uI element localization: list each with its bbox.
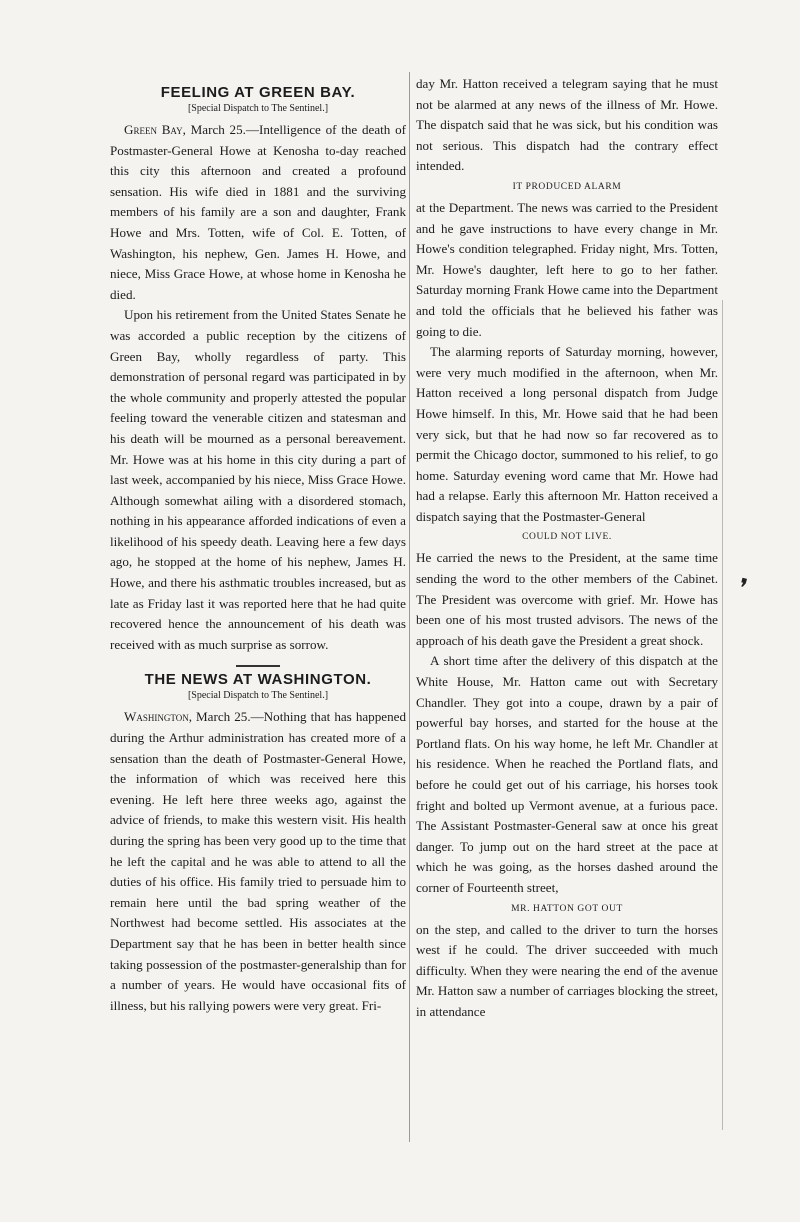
paragraph-continued: day Mr. Hatton received a telegram saying that he must not be alarmed at any news of the illness of Mr. Howe. The dispatch said that he was sick, but his condition was not serious. This dispatch had the contrary effect intended.: [416, 76, 718, 174]
dateline-green-bay: [Special Dispatch to The Sentinel.]: [187, 103, 329, 114]
subhead-produced-alarm: IT PRODUCED ALARM: [512, 181, 622, 192]
article-washington: [110, 671, 406, 1016]
article-separator: [236, 665, 280, 667]
paragraph-president-news: He carried the news to the President, at the same time sending the word to the other members of the Cabinet. The President was overcome with grief. Mr. Howe has been one of his most trusted advisors. The news of the approach of his death gave the President a great shock.: [416, 550, 718, 648]
green-bay-paragraph-1-text: March 25.—Intelligence of the death of Postmaster-General Howe at Kenosha to-day reached this city this afternoon and created a profound sensation. His wife died in 1881 and the surviving members of his family are a son and daughter, Frank Howe and Mrs. Totten, wife of Col. E. Totten, of Washington, his nephew, Gen. James H. Howe, and niece, Miss Grace Howe, at whose home in Kenosha he died.: [110, 122, 406, 302]
green-bay-paragraph-1: [110, 120, 406, 305]
washington-lead-place: Washington,: [124, 709, 192, 725]
washington-paragraph-1: [110, 707, 406, 1016]
paragraph-on-the-step: on the step, and called to the driver to turn the horses west if he could. The driver succeeded with much difficulty. When they were nearing the end of the avenue Mr. Hatton saw a number of carriages blocking the street, in attendance: [416, 921, 718, 1019]
headline-washington: THE NEWS AT WASHINGTON.: [144, 671, 372, 689]
paragraph-short-time: A short time after the delivery of this dispatch at the White House, Mr. Hatton came out with Secretary Chandler. They got into a coupe, drawn by a pair of powerful bay horses, and started for the house at the Portland flats. On his way home, he left Mr. Chandler at his residence. When he reached the Portland flats, and before he could get out of his carriage, his horses took fright and bolted up Vermont avenue, at a furious pace. The Assistant Postmaster-General saw at once his great danger. To jump out on the hard street at the pace at which he was going, as the horses dashed around the corner of Fourteenth street,: [416, 653, 718, 895]
dateline-washington: [Special Dispatch to The Sentinel.]: [187, 690, 329, 702]
washington-paragraph-1-text: March 25.—Nothing that has happened during the Arthur administration has created more of a sensation than the death of Postmaster-General Howe, the information of which was received here this evening. He left here three weeks ago, against the advice of friends, to make this western visit. His health during the spring has been very good up to the time that he left the capital and he was able to attend to all the duties of his office. His family tried to persuade him to remain here until the bad spring weather of the Northwest had become settled. His associates at the Department say that he has been in better health since taking possession of the postmaster-generalship than for a number of years. He would have occasional fits of illness, but his rallying powers were very great. Fri-: [110, 709, 406, 1013]
subhead-could-not-live: COULD NOT LIVE.: [522, 532, 612, 543]
subhead-hatton-got-out: MR. HATTON GOT OUT: [511, 903, 623, 914]
page-edge-line: [722, 300, 723, 1130]
green-bay-lead-place: Green Bay,: [124, 122, 186, 137]
green-bay-paragraph-2: Upon his retirement from the United States Senate he was accorded a public reception by the citizens of Green Bay, wholly regardless of party. This demonstration of personal regard was participated in by the whole community and properly attested the popular feeling toward the venerable citizen and statesman and his death will be mourned as a personal bereavement. Mr. Howe was at his home in this city during a part of last week, accompanied by his niece, Miss Grace Howe. Although somewhat ailing with a disordered stomach, nothing in his appearance afforded indications of even a likelihood of his speedy death. Leaving here a few days ago, he stopped at the home of his nephew, James H. Howe, and there his asthmatic troubles increased, but as late as Friday last it was reported here that he had quite recovered hence the announcement of his death was received with as much surprise as sorrow.: [110, 307, 406, 652]
column-divider: [409, 72, 410, 1142]
right-column: [416, 74, 718, 1023]
paragraph-department: at the Department. The news was carried to the President and he gave instructions to have every change in Mr. Howe's condition telegraphed. Friday night, Mrs. Totten, Mr. Howe's daughter, left here to go to her father. Saturday morning Frank Howe came into the Department and told the officials that he believed his father was going to die.: [416, 199, 718, 339]
ink-mark: ❜: [734, 573, 751, 604]
left-column: [110, 74, 406, 1016]
headline-green-bay: FEELING AT GREEN BAY.: [160, 84, 356, 101]
article-green-bay: [110, 84, 406, 655]
paragraph-alarming-reports: The alarming reports of Saturday morning, however, were very much modified in the afternoon, when Mr. Hatton received a long personal dispatch from Judge Howe himself. In this, Mr. Howe said that he had been very sick, but that he had now so far recovered as to permit the Chicago doctor, summoned to his relief, to go home. Saturday evening word came that Mr. Howe had had a relapse. Early this afternoon Mr. Hatton received a dispatch saying that the Postmaster-General: [416, 344, 718, 524]
